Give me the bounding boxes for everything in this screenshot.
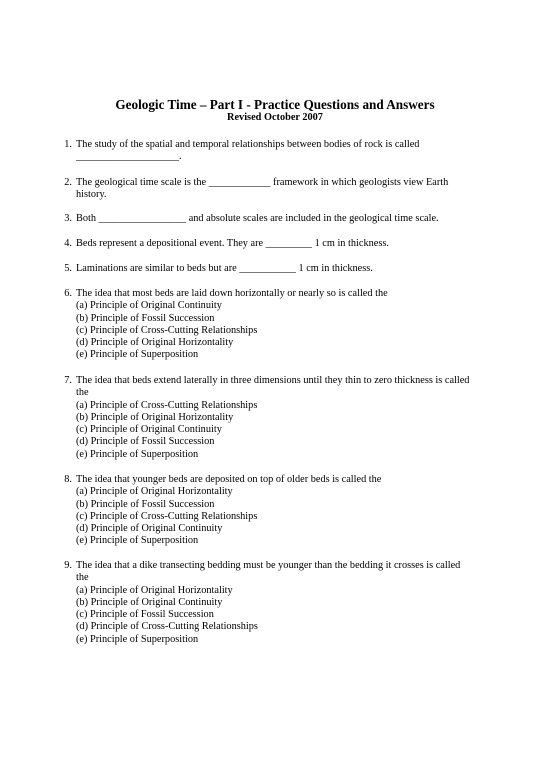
question-text-line: history. — [76, 189, 107, 201]
page-subtitle: Revised October 2007 — [227, 112, 323, 123]
question-text-line: The idea that most beds are laid down horizontally or nearly so is called the — [76, 288, 388, 299]
question-number: 1. — [64, 139, 72, 150]
answer-option-a: (a) Principle of Original Horizontality — [76, 584, 233, 596]
answer-option-e: (e) Principle of Superposition — [76, 349, 199, 361]
answer-option-e: (e) Principle of Superposition — [76, 633, 199, 645]
question-number: 5. — [64, 263, 72, 274]
answer-option-b: (b) Principle of Original Horizontality — [76, 411, 234, 423]
answer-option-b: (b) Principle of Original Continuity — [76, 596, 223, 608]
question-number: 2. — [64, 177, 72, 188]
answer-option-c: (c) Principle of Original Continuity — [76, 424, 222, 436]
question-text-line: Beds represent a depositional event. They are _________ 1 cm in thickness. — [76, 238, 389, 249]
answer-option-a: (a) Principle of Original Continuity — [76, 300, 222, 312]
page-title: Geologic Time – Part I - Practice Questions and Answers — [115, 97, 435, 112]
answer-option-a: (a) Principle of Original Horizontality — [76, 486, 233, 498]
question-number: 4. — [64, 238, 72, 249]
question-text-line: The study of the spatial and temporal relationships between bodies of rock is called — [76, 139, 420, 150]
answer-option-d: (d) Principle of Original Continuity — [76, 523, 223, 535]
question-number: 8. — [64, 474, 72, 485]
question-text-line: Both _________________ and absolute scales are included in the geological time scale. — [76, 213, 439, 224]
question-text-line: The idea that beds extend laterally in three dimensions until they thin to zero thickness is called — [76, 375, 470, 386]
answer-option-e: (e) Principle of Superposition — [76, 448, 199, 460]
answer-option-c: (c) Principle of Cross-Cutting Relationships — [76, 324, 258, 336]
question-number: 6. — [64, 288, 72, 299]
question-2 — [61, 177, 491, 202]
question-8 — [61, 474, 491, 548]
question-4 — [61, 238, 491, 250]
answer-option-d: (d) Principle of Fossil Succession — [76, 436, 215, 448]
question-7 — [61, 375, 491, 461]
question-text-line: the — [76, 572, 89, 584]
answer-option-d: (d) Principle of Original Horizontality — [76, 337, 234, 349]
question-1 — [61, 139, 491, 164]
question-text-line: The idea that a dike transecting bedding must be younger than the bedding it crosses is called — [76, 560, 461, 571]
question-number: 3. — [64, 213, 72, 224]
question-number: 9. — [64, 560, 72, 571]
question-text-line: The idea that younger beds are deposited on top of older beds is called the — [76, 474, 382, 485]
answer-option-a: (a) Principle of Cross-Cutting Relationships — [76, 399, 258, 411]
question-5 — [61, 263, 491, 275]
answer-option-b: (b) Principle of Fossil Succession — [76, 498, 215, 510]
answer-option-c: (c) Principle of Fossil Succession — [76, 609, 214, 621]
question-text-line: Laminations are similar to beds but are ___________ 1 cm in thickness. — [76, 263, 373, 274]
question-6 — [61, 288, 491, 362]
question-text-line: The geological time scale is the ____________ framework in which geologists view Earth — [76, 177, 449, 188]
question-3 — [61, 213, 491, 225]
question-number: 7. — [64, 375, 72, 386]
answer-option-c: (c) Principle of Cross-Cutting Relationships — [76, 510, 258, 522]
question-text-line: the — [76, 387, 89, 399]
answer-option-e: (e) Principle of Superposition — [76, 535, 199, 547]
answer-option-b: (b) Principle of Fossil Succession — [76, 312, 215, 324]
answer-option-d: (d) Principle of Cross-Cutting Relationships — [76, 621, 258, 633]
question-9 — [61, 560, 491, 646]
question-text-line: ____________________. — [76, 151, 182, 163]
